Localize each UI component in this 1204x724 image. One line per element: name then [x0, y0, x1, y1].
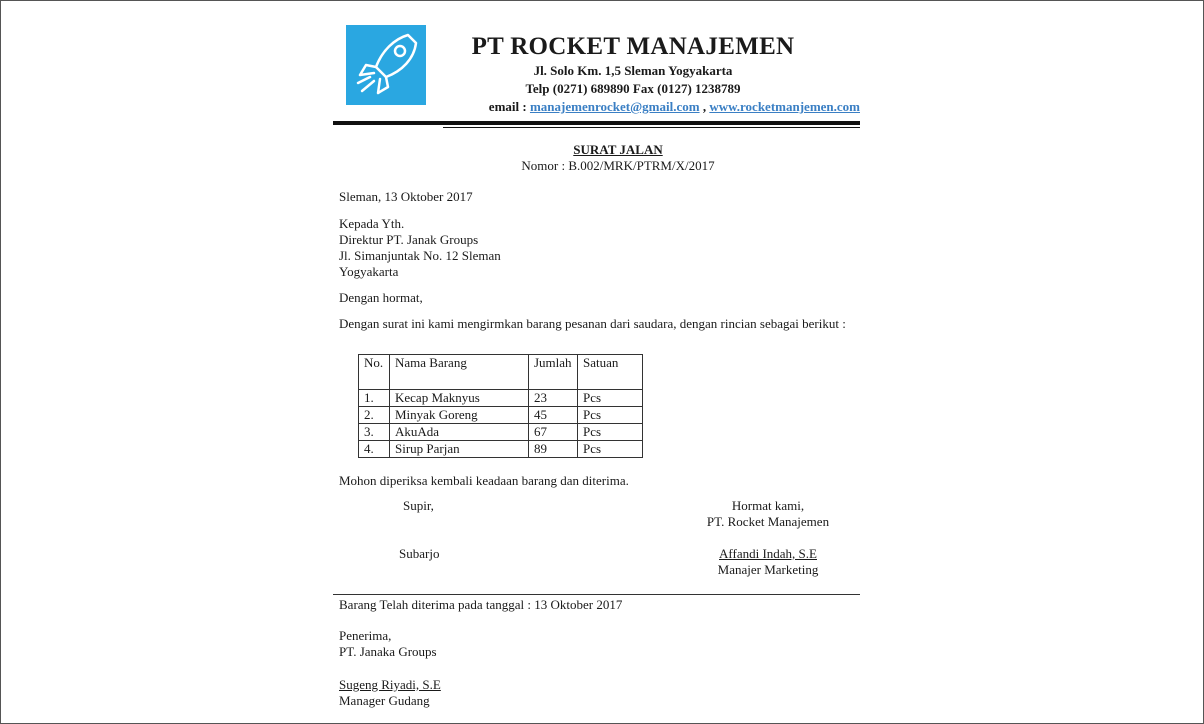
- cell-item-name: Sirup Parjan: [390, 441, 529, 458]
- header-quantity: Jumlah: [529, 355, 578, 390]
- cell-no: 4.: [359, 441, 390, 458]
- table-row: [359, 441, 643, 458]
- place-date: Sleman, 13 Oktober 2017: [339, 189, 473, 204]
- letter-page: [333, 20, 863, 720]
- sender-title: Manajer Marketing: [717, 562, 819, 577]
- table-row: [359, 407, 643, 424]
- header-unit: Satuan: [578, 355, 643, 390]
- receipt-divider: [333, 594, 860, 595]
- cell-no: 1.: [359, 390, 390, 407]
- header-no: No.: [359, 355, 390, 390]
- recipient-city: Yogyakarta: [339, 264, 399, 279]
- sender-greeting: Hormat kami,: [731, 498, 805, 513]
- website-link[interactable]: www.rocketmanjemen.com: [709, 99, 860, 114]
- cell-item-name: AkuAda: [390, 424, 529, 441]
- cell-no: 2.: [359, 407, 390, 424]
- email-link[interactable]: manajemenrocket@gmail.com: [529, 99, 700, 114]
- driver-label: Supir,: [403, 498, 434, 513]
- cell-no: 3.: [359, 424, 390, 441]
- contact-separator: ,: [702, 99, 707, 114]
- receiver-company: PT. Janaka Groups: [339, 644, 437, 659]
- recipient-name: Direktur PT. Janak Groups: [339, 232, 479, 247]
- cell-unit: Pcs: [578, 424, 643, 441]
- cell-unit: Pcs: [578, 390, 643, 407]
- email-label: email :: [488, 99, 527, 114]
- table-row: [359, 424, 643, 441]
- header-item-name: Nama Barang: [390, 355, 529, 390]
- table-row: [359, 390, 643, 407]
- cell-unit: Pcs: [578, 407, 643, 424]
- rocket-icon: [346, 25, 426, 105]
- table-header-row: [359, 355, 643, 390]
- closing-text: Mohon diperiksa kembali keadaan barang dan diterima.: [339, 473, 629, 488]
- receiver-title: Manager Gudang: [339, 693, 430, 708]
- sender-company: PT. Rocket Manajemen: [706, 514, 830, 529]
- greeting: Dengan hormat,: [339, 290, 423, 305]
- received-line: Barang Telah diterima pada tanggal : 13 Oktober 2017: [339, 597, 623, 612]
- company-name: PT ROCKET MANAJEMEN: [471, 33, 795, 60]
- document-title: SURAT JALAN: [573, 142, 663, 157]
- cell-quantity: 67: [529, 424, 578, 441]
- company-logo: [346, 25, 426, 105]
- driver-name: Subarjo: [399, 546, 440, 561]
- recipient-salutation: Kepada Yth.: [339, 216, 405, 231]
- items-table: [358, 354, 643, 458]
- letterhead-divider-thin: [443, 127, 860, 128]
- receiver-name: Sugeng Riyadi, S.E: [339, 677, 441, 692]
- letterhead: [433, 32, 833, 98]
- intro-paragraph: Dengan surat ini kami mengirmkan barang pesanan dari saudara, dengan rincian sebagai berikut :: [339, 316, 846, 331]
- cell-quantity: 45: [529, 407, 578, 424]
- document-number: Nomor : B.002/MRK/PTRM/X/2017: [521, 158, 715, 173]
- company-phone: Telp (0271) 689890 Fax (0127) 1238789: [525, 81, 741, 96]
- recipient-street: Jl. Simanjuntak No. 12 Sleman: [339, 248, 501, 263]
- cell-quantity: 89: [529, 441, 578, 458]
- cell-item-name: Kecap Maknyus: [390, 390, 529, 407]
- sender-name: Affandi Indah, S.E: [719, 546, 817, 561]
- letterhead-divider-thick: [333, 121, 860, 125]
- cell-unit: Pcs: [578, 441, 643, 458]
- cell-item-name: Minyak Goreng: [390, 407, 529, 424]
- receiver-label: Penerima,: [339, 628, 392, 643]
- contact-line: [333, 99, 860, 115]
- company-address: Jl. Solo Km. 1,5 Sleman Yogyakarta: [533, 63, 733, 78]
- cell-quantity: 23: [529, 390, 578, 407]
